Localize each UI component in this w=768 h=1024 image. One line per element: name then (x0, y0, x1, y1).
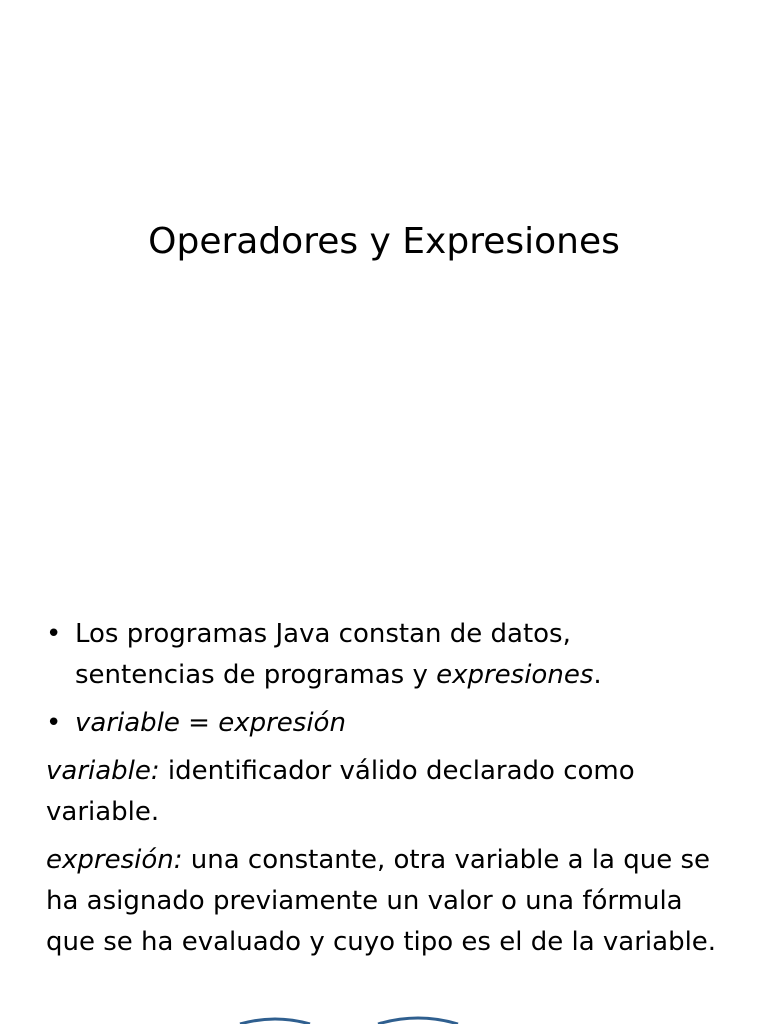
bullet-item-2 (46, 703, 736, 744)
bullet-1-line2-suffix: . (593, 660, 602, 690)
definition-expresion (46, 840, 736, 963)
arc-left (240, 1019, 310, 1024)
slide-content (46, 614, 736, 970)
definition-variable (46, 751, 736, 833)
bullet-1-italic-word: expresiones (436, 660, 594, 690)
definition-term: variable: (46, 756, 160, 786)
definition-text: una constante, otra variable a la que se ha asignado previamente un valor o una fórmula que se ha evaluado y cuyo tipo es el de la variable. (46, 845, 717, 957)
bullet-marker: • (46, 708, 62, 738)
bullet-item-1 (46, 614, 736, 696)
bullet-2-text: variable = expresión (75, 708, 346, 738)
arc-right (378, 1018, 458, 1024)
definition-term: expresión: (46, 845, 183, 875)
bullet-1-text: Los programas Java constan de datos, (75, 619, 571, 649)
bullet-marker: • (46, 619, 62, 649)
decorative-arcs (0, 1010, 768, 1024)
definition-text: identificador válido declarado como variable. (46, 756, 635, 827)
bullet-1-line2-prefix: sentencias de programas y (75, 660, 437, 690)
slide-title: Operadores y Expresiones (148, 221, 620, 262)
